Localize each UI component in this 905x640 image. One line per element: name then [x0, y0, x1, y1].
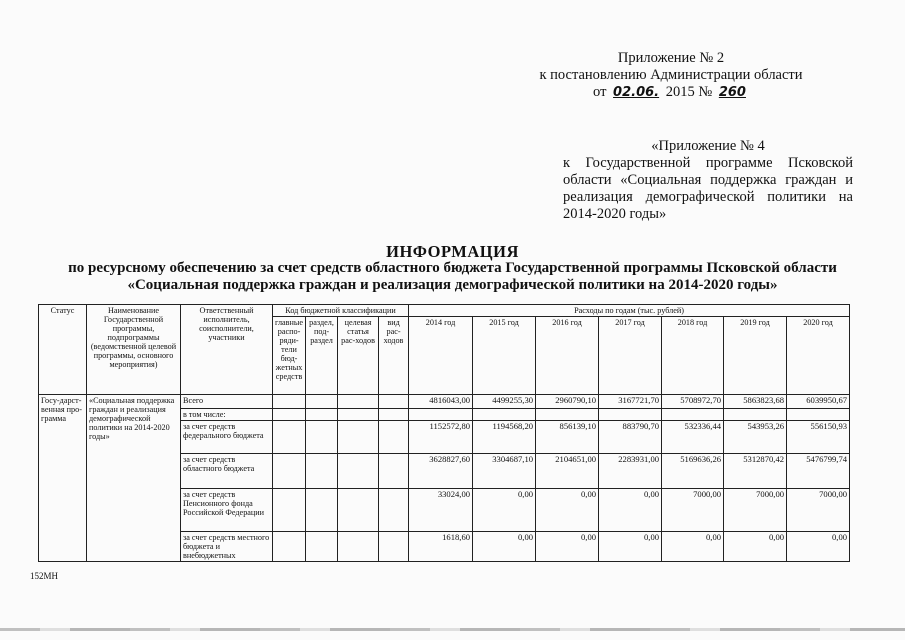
value-cell: 2104651,00 [536, 454, 599, 489]
appendix-2-title: Приложение № 2 [617, 50, 725, 66]
value-cell: 0,00 [599, 532, 662, 562]
status-cell: Госу-дарст-венная про-грамма [39, 395, 87, 562]
header-year: 2019 год [724, 317, 787, 395]
value-cell: 5169636,26 [662, 454, 724, 489]
value-cell: 556150,93 [787, 421, 850, 454]
appendix-4-header [563, 138, 853, 223]
header-year: 2016 год [536, 317, 599, 395]
header-year: 2015 год [473, 317, 536, 395]
value-cell: 0,00 [473, 489, 536, 532]
value-cell: 3167721,70 [599, 395, 662, 409]
header-year: 2017 год [599, 317, 662, 395]
header-status: Статус [39, 305, 87, 395]
value-cell: 1152572,80 [409, 421, 473, 454]
document-title [0, 243, 905, 294]
header-name: Наименование Государственной программы, подпрограммы (ведомственной целевой программы, основного мероприятия) [87, 305, 181, 395]
value-cell: 0,00 [473, 532, 536, 562]
value-cell: 4816043,00 [409, 395, 473, 409]
value-cell: 33024,00 [409, 489, 473, 532]
header-code-col: главные распо-ряди-тели бюд-жетных средств [273, 317, 306, 395]
title-line-2: по ресурсному обеспечению за счет средств областного бюджета Государственной программы Псковской области [68, 260, 837, 276]
value-cell: 856139,10 [536, 421, 599, 454]
header-expenses: Расходы по годам (тыс. рублей) [409, 305, 850, 317]
value-cell: 1618,60 [409, 532, 473, 562]
value-cell: 7000,00 [662, 489, 724, 532]
value-cell: 6039950,67 [787, 395, 850, 409]
row-label: за счет средств федерального бюджета [181, 421, 273, 454]
row-label: Всего [181, 395, 273, 409]
appendix-2-header [521, 50, 821, 101]
handwritten-date: 02.06. [613, 85, 660, 100]
value-cell: 0,00 [599, 489, 662, 532]
value-cell: 3304687,10 [473, 454, 536, 489]
header-year: 2020 год [787, 317, 850, 395]
program-name-cell: «Социальная поддержка граждан и реализация демографической политики на 2014-2020 годы» [87, 395, 181, 562]
handwritten-number: 260 [718, 85, 746, 100]
row-label: за счет средств местного бюджета и внебюджетных [181, 532, 273, 562]
row-label: за счет средств Пенсионного фонда Российской Федерации [181, 489, 273, 532]
appendix-2-ref: к постановлению Администрации области [539, 67, 803, 83]
header-code-col: целевая статья рас-ходов [338, 317, 379, 395]
value-cell: 7000,00 [724, 489, 787, 532]
value-cell: 5476799,74 [787, 454, 850, 489]
header-code: Код бюджетной классификации [273, 305, 409, 317]
value-cell: 883790,70 [599, 421, 662, 454]
value-cell: 5863823,68 [724, 395, 787, 409]
value-cell: 5312870,42 [724, 454, 787, 489]
value-cell: 0,00 [787, 532, 850, 562]
header-executor: Ответственный исполнитель, соисполнители, участники [181, 305, 273, 395]
value-cell: 2283931,00 [599, 454, 662, 489]
value-cell: 0,00 [536, 532, 599, 562]
value-cell: 532336,44 [662, 421, 724, 454]
appendix-4-title: «Приложение № 4 [651, 138, 765, 154]
header-code-col: вид рас-ходов [379, 317, 409, 395]
value-cell: 1194568,20 [473, 421, 536, 454]
header-year: 2018 год [662, 317, 724, 395]
row-label: за счет средств областного бюджета [181, 454, 273, 489]
title-main: ИНФОРМАЦИЯ [386, 242, 519, 261]
value-cell: 7000,00 [787, 489, 850, 532]
value-cell: 0,00 [536, 489, 599, 532]
value-cell: 3628827,60 [409, 454, 473, 489]
footer-code: 152МН [30, 571, 59, 581]
value-cell: 5708972,70 [662, 395, 724, 409]
header-code-col: раздел, под-раздел [306, 317, 338, 395]
table-row [39, 395, 850, 409]
header-year: 2014 год [409, 317, 473, 395]
budget-table [38, 304, 850, 562]
title-line-3: «Социальная поддержка граждан и реализация демографической политики на 2014-2020 годы» [127, 277, 778, 293]
row-label: в том числе: [181, 409, 273, 421]
value-cell: 4499255,30 [473, 395, 536, 409]
scan-edge-line [0, 628, 905, 631]
value-cell: 0,00 [724, 532, 787, 562]
value-cell: 543953,26 [724, 421, 787, 454]
appendix-2-date: от 02.06. 2015 № 260 [521, 84, 821, 101]
value-cell: 0,00 [662, 532, 724, 562]
value-cell: 2960790,10 [536, 395, 599, 409]
appendix-4-body: к Государственной программе Псковской области «Социальная поддержка граждан и реализация демографической политики на 2014-2020 годы» [563, 155, 853, 222]
